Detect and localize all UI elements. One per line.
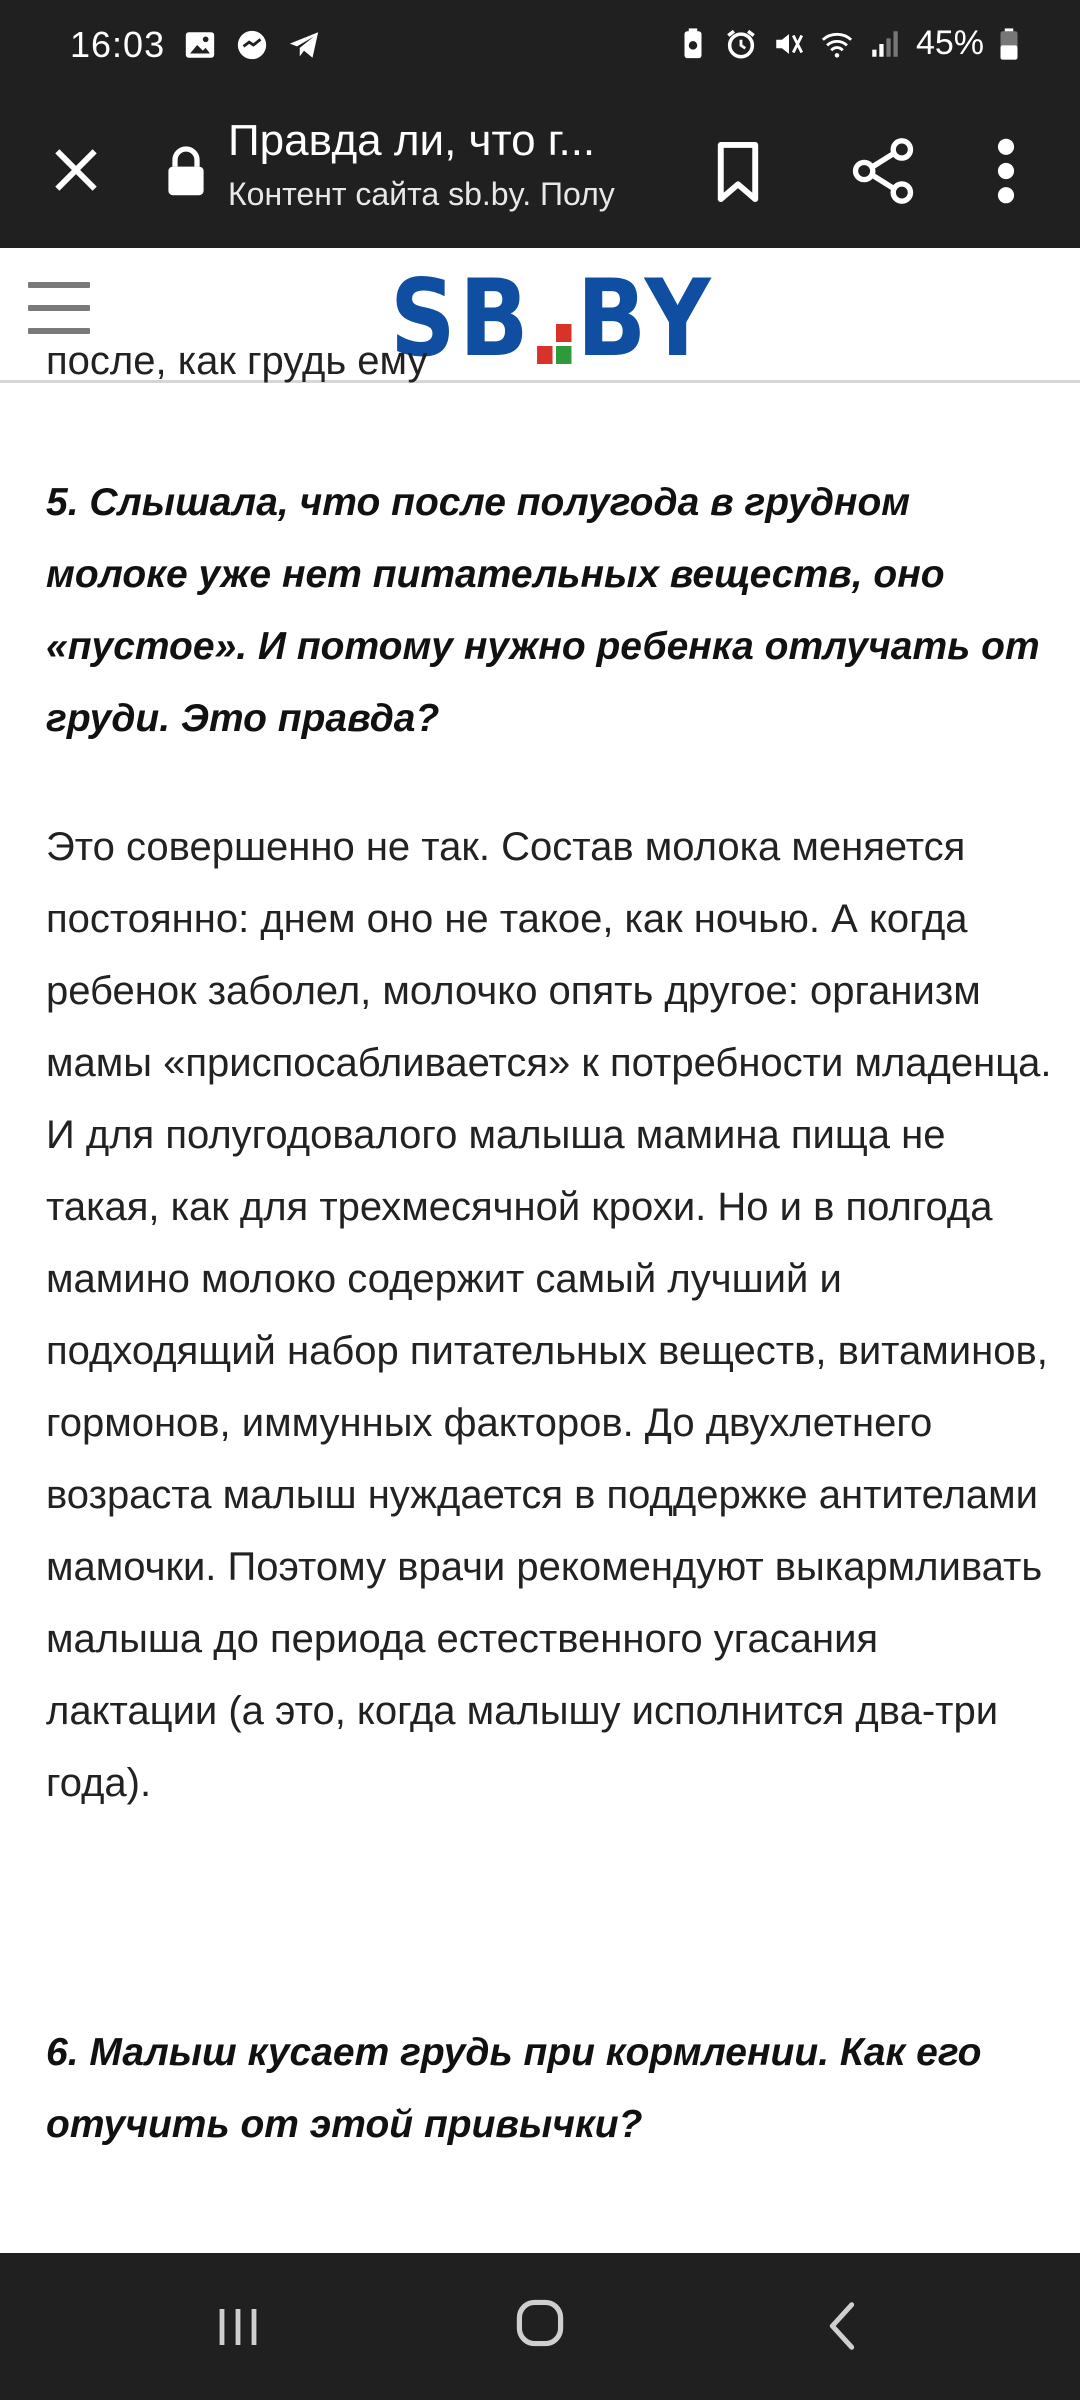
alarm-icon [724, 27, 758, 61]
bookmark-icon[interactable] [712, 140, 764, 204]
signal-icon [868, 27, 902, 61]
lock-icon[interactable] [164, 144, 208, 198]
site-logo[interactable] [390, 257, 767, 380]
status-bar [0, 0, 1080, 96]
article-content [0, 339, 1080, 2253]
system-nav-bar [0, 2253, 1080, 2400]
logo-right: BY [576, 257, 715, 380]
telegram-icon [287, 28, 321, 62]
battery-icon [998, 27, 1020, 61]
close-icon[interactable] [44, 138, 108, 202]
custom-tab-toolbar [0, 96, 1080, 248]
gallery-icon [183, 28, 217, 62]
logo-left: SB [390, 257, 533, 380]
page-title[interactable]: Правда ли, что г... [228, 116, 596, 165]
recents-icon[interactable] [214, 2303, 262, 2351]
messenger-icon [235, 28, 269, 62]
status-right [676, 24, 1020, 63]
logo-dots-icon [537, 324, 571, 364]
battery-percent: 45% [915, 24, 984, 62]
question-5: 5. Слышала, что после полугода в грудном молоке уже нет питательных веществ, оно «пустое». И потому нужно ребенка отлучать от груди. Это правда? [46, 481, 1040, 740]
question-6: 6. Малыш кусает грудь при кормлении. Как его отучить от этой привычки? [46, 2031, 982, 2146]
status-time: 16:03 [70, 24, 166, 65]
battery-saver-icon [676, 27, 710, 61]
answer-5: Это совершенно не так. Состав молока меняется постоянно: днем оно не такое, как ночью. А когда ребенок заболел, молочко опять другое: организм мамы «приспосабливается» к потребности младенца. И для полугодовалого малыша мамина пища не такая, как для трехмесячной крохи. Но и в полгода мамино молоко содержит самый лучший и подходящий набор питательных веществ, витаминов, гормонов, иммунных факторов. До двухлетнего возраста малыш нуждается в поддержке антителами мамочки. Поэтому врачи рекомендуют выкармливать малыша до периода естественного угасания лактации (а это, когда малышу исполнится два-три года). [46, 825, 1052, 1805]
share-icon[interactable] [850, 136, 916, 206]
mute-icon [772, 27, 806, 61]
more-icon[interactable] [994, 136, 1018, 206]
cut-off-text: после, как грудь ему [46, 339, 428, 383]
home-icon[interactable] [514, 2297, 566, 2349]
wifi-icon [820, 27, 854, 61]
status-left [70, 24, 321, 66]
menu-icon[interactable] [28, 282, 90, 334]
page-url[interactable]: Контент сайта sb.by. Полу [228, 176, 615, 212]
back-icon[interactable] [826, 2299, 858, 2353]
